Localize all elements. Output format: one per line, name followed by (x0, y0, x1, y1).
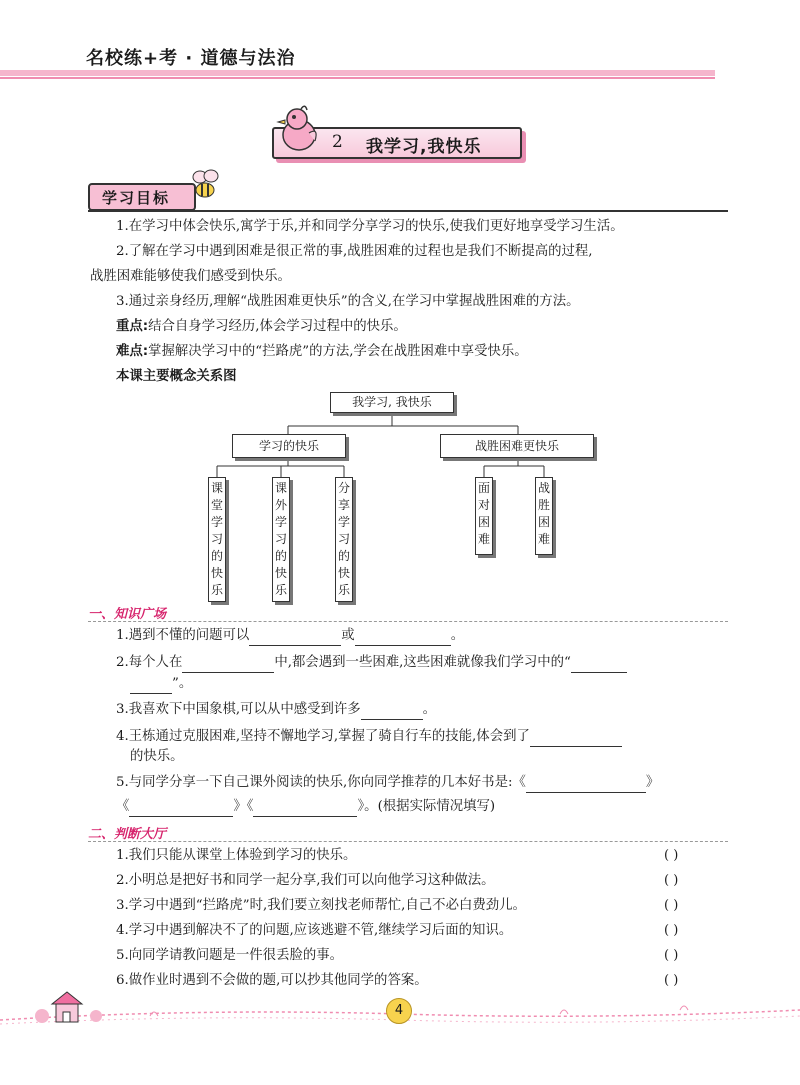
fill-question-2 (116, 653, 627, 673)
section-judgment-title: 二、判断大厅 (88, 827, 167, 842)
answer-blank[interactable] (130, 679, 172, 694)
section-divider (88, 841, 728, 843)
concept-extracurricular-joy: 课外学习的快乐 (272, 477, 290, 602)
concept-sharing-joy: 分享学习的快乐 (335, 477, 353, 602)
concept-conquer-difficulty: 战胜困难 (535, 477, 553, 555)
goal-item: 2.了解在学习中遇到困难是很正常的事,战胜困难的过程也是我们不断提高的过程, (116, 244, 593, 259)
answer-parentheses[interactable]: ( ) (664, 973, 679, 988)
q5-bracket: 》 (645, 775, 660, 790)
answer-blank[interactable] (182, 658, 274, 673)
answer-parentheses[interactable]: ( ) (664, 873, 679, 888)
answer-blank[interactable] (355, 631, 451, 646)
fill-question-4 (116, 727, 622, 747)
q3-text: 3.我喜欢下中国象棋,可以从中感受到许多 (116, 702, 361, 717)
lesson-title: 我学习,我快乐 (366, 137, 482, 157)
q1-text-end: 。 (450, 628, 465, 643)
lesson-number: 2 (332, 132, 343, 152)
answer-blank[interactable] (129, 802, 233, 817)
answer-blank[interactable] (249, 631, 341, 646)
learning-goals-label: 学习目标 (102, 189, 171, 207)
answer-parentheses[interactable]: ( ) (664, 848, 679, 863)
concept-classroom-joy: 课堂学习的快乐 (208, 477, 226, 602)
answer-blank[interactable] (526, 778, 646, 793)
difficulty-text: 掌握解决学习中的“拦路虎”的方法,学会在战胜困难中享受快乐。 (148, 344, 528, 359)
q5-bracket-open: 《 (116, 799, 130, 814)
q5-bracket-mid: 》《 (233, 799, 254, 814)
q1-text-mid: 或 (341, 628, 355, 643)
answer-blank[interactable] (571, 658, 627, 673)
key-point-label: 重点: (116, 319, 149, 334)
answer-blank[interactable] (361, 705, 423, 720)
difficulty-label: 难点: (116, 344, 149, 359)
concept-learning-joy: 学习的快乐 (232, 434, 346, 458)
answer-parentheses[interactable]: ( ) (664, 923, 679, 938)
answer-blank[interactable] (530, 732, 622, 747)
q5-text: 5.与同学分享一下自己课外阅读的快乐,你向同学推荐的几本好书是:《 (116, 775, 526, 790)
goal-item-continued: 战胜困难能够使我们感受到快乐。 (90, 269, 291, 284)
q1-text: 1.遇到不懂的问题可以 (116, 628, 250, 643)
fill-question-1 (116, 626, 464, 646)
book-series-title: 名校练+考 · 道德与法治 (86, 48, 296, 69)
judgment-item: 6.做作业时遇到不会做的题,可以抄其他同学的答案。 (116, 973, 428, 988)
fill-question-3 (116, 700, 436, 720)
page-number: 4 (386, 998, 412, 1024)
fill-question-4-continued: 的快乐。 (130, 749, 184, 764)
concept-face-difficulty: 面对困难 (475, 477, 493, 555)
q2-text-end: ”。 (172, 676, 193, 691)
answer-parentheses[interactable]: ( ) (664, 898, 679, 913)
section-knowledge-title: 一、知识广场 (88, 607, 167, 622)
judgment-item: 1.我们只能从课堂上体验到学习的快乐。 (116, 848, 357, 863)
concept-overcome-difficulty: 战胜困难更快乐 (440, 434, 594, 458)
judgment-item: 4.学习中遇到解决不了的问题,应该逃避不管,继续学习后面的知识。 (116, 923, 513, 938)
goal-item: 3.通过亲身经历,理解“战胜困难更快乐”的含义,在学习中掌握战胜困难的方法。 (116, 294, 580, 309)
fill-question-5-continued (116, 797, 495, 817)
answer-blank[interactable] (253, 802, 357, 817)
q5-text-end: 》。(根据实际情况填写) (357, 799, 496, 814)
judgment-item: 2.小明总是把好书和同学一起分享,我们可以向他学习这种做法。 (116, 873, 495, 888)
section-divider (88, 621, 728, 623)
q3-text-end: 。 (422, 702, 437, 717)
answer-parentheses[interactable]: ( ) (664, 948, 679, 963)
key-point-text: 结合自身学习经历,体会学习过程中的快乐。 (148, 319, 407, 334)
judgment-item: 3.学习中遇到“拦路虎”时,我们要立刻找老师帮忙,自己不必白费劲儿。 (116, 898, 526, 913)
goal-item: 1.在学习中体会快乐,寓学于乐,并和同学分享学习的快乐,使我们更好地享受学习生活。 (116, 219, 624, 234)
q2-text: 2.每个人在 (116, 655, 183, 670)
fill-question-2-continued (130, 674, 192, 694)
q2-text-mid: 中,都会遇到一些困难,这些困难就像我们学习中的“ (274, 655, 571, 670)
judgment-item: 5.向同学请教问题是一件很丢脸的事。 (116, 948, 344, 963)
concept-map-title: 本课主要概念关系图 (116, 369, 237, 384)
fill-question-5 (116, 773, 659, 793)
concept-root: 我学习, 我快乐 (330, 392, 454, 413)
q4-text: 4.王栋通过克服困难,坚持不懈地学习,掌握了骑自行车的技能,体会到了 (116, 729, 530, 744)
